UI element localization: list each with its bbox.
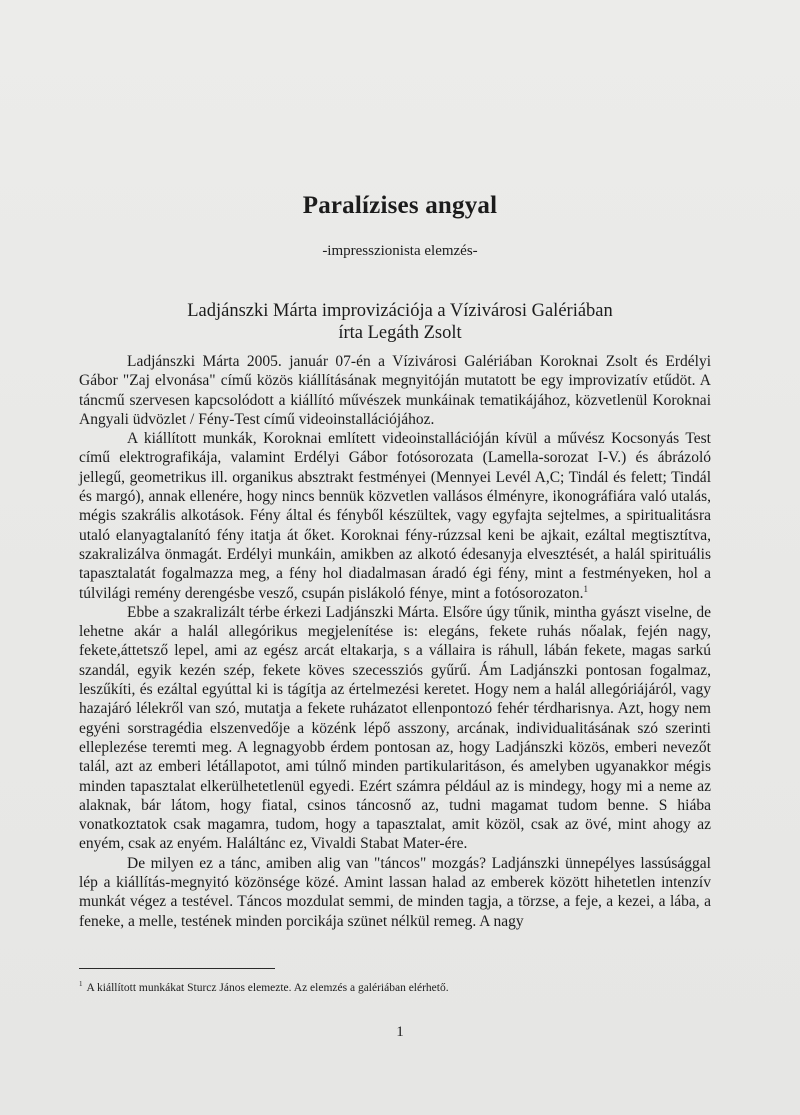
document-title: Paralízises angyal xyxy=(302,192,498,219)
paragraph: De milyen ez a tánc, amiben alig van "táncos" mozgás? Ladjánszki ünnepélyes lassúsággal lép a kiállítás-megnyitó közönsége közé. Amint lassan halad az emberek között hihetetlen intenzív munkát végez a testével. Táncos mozdulat semmi, de minden tagja, a törzse, a feje, a kezei, a lába, a feneke, a melle, testének minden porcikája szünet nélkül remeg. A nagy xyxy=(79,854,711,930)
event-heading xyxy=(0,300,800,344)
footnote-text: A kiállított munkákat Sturcz János elemezte. Az elemzés a galériában elérhető. xyxy=(86,982,449,994)
page-number: 1 xyxy=(396,1024,404,1040)
author-line: írta Legáth Zsolt xyxy=(338,323,462,343)
footnote-marker: 1 xyxy=(79,980,83,988)
paragraph xyxy=(79,429,711,603)
document-subtitle: -impresszionista elemzés- xyxy=(322,243,478,259)
footnote-ref: 1 xyxy=(583,583,588,594)
footnote-divider xyxy=(79,968,275,969)
paragraph: Ladjánszki Márta 2005. január 07-én a Vízivárosi Galériában Koroknai Zsolt és Erdélyi Gábor "Zaj elvonása" című közös kiállításának megnyitóján mutatott be egy improvizatív etűdöt. A táncmű szervesen kapcsolódott a kiállító művészek munkáinak tematikájához, közvetlenül Koroknai Angyali üdvözlet / Fény-Test című videoinstallációjához. xyxy=(79,353,711,428)
paragraph-text: A kiállított munkák, Koroknai említett videoinstallációján kívül a művész Kocsonyás Test című elektrografikája, valamint Erdélyi Gábor fotósorozata (Lamella-sorozat I-V.) és ábrázoló jellegű, geometrikus ill. organikus absztrakt festményei (Mennyei Levél A,C; Tindál és felett; Tindál és margó), annak ellenére, hogy nincs bennük közvetlen vallásos élményre, ikonográfiára való utalás, mégis szakrális alkotások. Fény által és fényből készültek, vagy egyfajta sejtelmes, a spiritualitásra utaló elanyagtalanító fény itatja át őket. Koroknai fény-rúzzsal keni be ajkait, ezáltal megtisztítva, szakralizálva önmagát. Erdélyi munkáin, amikben az alkotó édesanyja elvesztését, a halál spirituális tapasztalatát fogalmazza meg, a fény hol diadalmasan áradó égi fény, mint a festményeken, hol a túlvilági remény derengésbe vesző, csupán pislákoló fénye, mint a fotósorozaton. xyxy=(79,430,711,602)
footnote xyxy=(79,982,711,994)
paragraph: Ebbe a szakralizált térbe érkezi Ladjánszki Márta. Elsőre úgy tűnik, mintha gyászt viselne, de lehetne akár a halál allegórikus megjelenítése is: elegáns, fekete ruhás nőalak, fején nagy, fekete,áttetsző lepel, ami az egész arcát eltakarja, s a vállaira is ráhull, lábán fekete, magas sarkú szandál, egyik kezén szép, fekete köves szecessziós gyűrű. Ám Ladjánszki pontosan fogalmaz, leszűkíti, és ezáltal egyúttal ki is tágítja az értelmezési keretet. Hogy nem a halál allegóriájáról, vagy hazajáró lélekről van szó, mutatja a fekete ruházatot ellenpontozó fehér térdharisnya. Azt, hogy nem egyéni sorstragédia elszenvedője a közénk lépő asszony, arcának, individualitásának szó szerinti elleplezése teremti meg. A legnagyobb érdem pontosan az, hogy Ladjánszki közös, emberi nevezőt talál, azt az emberi létállapotot, ami túlnő minden partikularitáson, és amelyben ugyanakkor mégis minden tapasztalat elkerülhetetlenül egyedi. Ezért számra például az is mindegy, hogy mi a neme az alaknak, bár látom, hogy fiatal, csinos táncosnő az, tudni magamat tudom benne. S hiába vonatkoztatok csak magamra, tudom, hogy a tapasztalat, amit közöl, csak az övé, mint ahogy az enyém, csak az enyém. Haláltánc ez, Vivaldi Stabat Mater-ére. xyxy=(79,603,711,853)
body-text xyxy=(79,352,711,931)
event-line: Ladjánszki Márta improvizációja a Vízivárosi Galériában xyxy=(187,301,613,321)
